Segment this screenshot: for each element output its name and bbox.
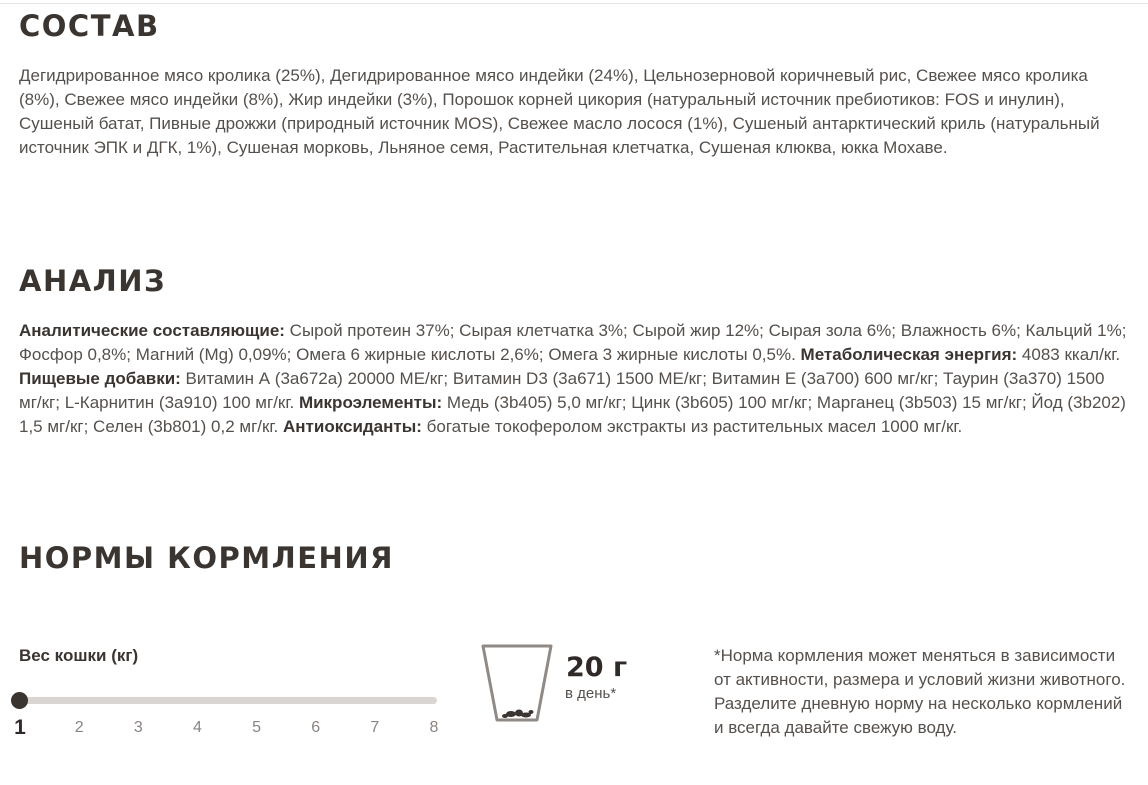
energy-label: Метаболическая энергия:	[800, 345, 1018, 364]
micro-text: Медь (3b405) 5,0 мг/кг; Цинк (3b605) 100 мг/кг; Марганец (3b503) 15 мг/кг; Йод (3b202) 1,5 мг/кг; Селен (3b801) 0,2 мг/кг.	[19, 393, 1126, 436]
weight-slider-track[interactable]	[19, 697, 437, 704]
weight-slider-thumb[interactable]	[11, 692, 28, 709]
top-divider	[0, 0, 1148, 4]
weight-tick[interactable]: 7	[370, 719, 380, 736]
weight-tick[interactable]: 2	[74, 719, 84, 736]
weight-tick[interactable]: 5	[252, 719, 262, 736]
weight-tick[interactable]: 1	[14, 716, 26, 739]
food-bowl-icon	[481, 644, 553, 722]
weight-tick[interactable]: 8	[429, 719, 439, 736]
composition-title: СОСТАВ	[19, 9, 160, 43]
analytical-text: Сырой протеин 37%; Сырая клетчатка 3%; Сырой жир 12%; Сырая зола 6%; Влажность 6%; Кальций 1%; Фосфор 0,8%; Магний (Mg) 0,09%; Омега 6 жирные кислоты 2,6%; Омега 3 жирные кислоты 0,5%.	[19, 321, 1127, 364]
per-day-label: в день*	[565, 685, 617, 702]
antiox-text: богатые токоферолом экстракты из растительных масел 1000 мг/кг.	[421, 417, 963, 436]
energy-text: 4083 ккал/кг.	[1017, 345, 1121, 364]
analysis-title: АНАЛИЗ	[19, 264, 167, 298]
additives-label: Пищевые добавки:	[19, 369, 181, 388]
analysis-text	[19, 319, 1129, 439]
micro-label: Микроэлементы:	[298, 393, 443, 412]
feeding-note: *Норма кормления может меняться в зависимости от активности, размера и условий жизни животного. Разделите дневную норму на несколько кормлений и всегда давайте свежую воду.	[714, 646, 1126, 737]
additives-text: Витамин А (3а672а) 20000 МЕ/кг; Витамин D3 (3а671) 1500 МЕ/кг; Витамин Е (3а700) 600 мг/кг; Таурин (3а370) 1500 мг/кг; L-Карнитин (3а910) 100 мг/кг.	[19, 369, 1105, 412]
daily-amount: 20 г	[566, 652, 628, 683]
weight-tick[interactable]: 4	[192, 719, 202, 736]
weight-label: Вес кошки (кг)	[19, 646, 139, 665]
analytical-label: Аналитические составляющие:	[19, 321, 285, 340]
antiox-label: Антиоксиданты:	[283, 417, 422, 436]
composition-text: Дегидрированное мясо кролика (25%), Дегидрированное мясо индейки (24%), Цельнозерновой коричневый рис, Свежее мясо кролика (8%), Свежее мясо индейки (8%), Жир индейки (3%), Порошок корней цикория (натуральный источник пребиотиков: FOS и инулин), Сушеный батат, Пивные дрожжи (природный источник MOS), Свежее масло лосося (1%), Сушеный антарктический криль (натуральный источник ЭПК и ДГК, 1%), Сушеная морковь, Льняное семя, Растительная клетчатка, Сушеная клюква, юкка Мохаве.	[19, 66, 1100, 157]
feeding-title: НОРМЫ КОРМЛЕНИЯ	[19, 541, 394, 575]
weight-tick[interactable]: 6	[311, 719, 321, 736]
weight-tick[interactable]: 3	[133, 719, 143, 736]
